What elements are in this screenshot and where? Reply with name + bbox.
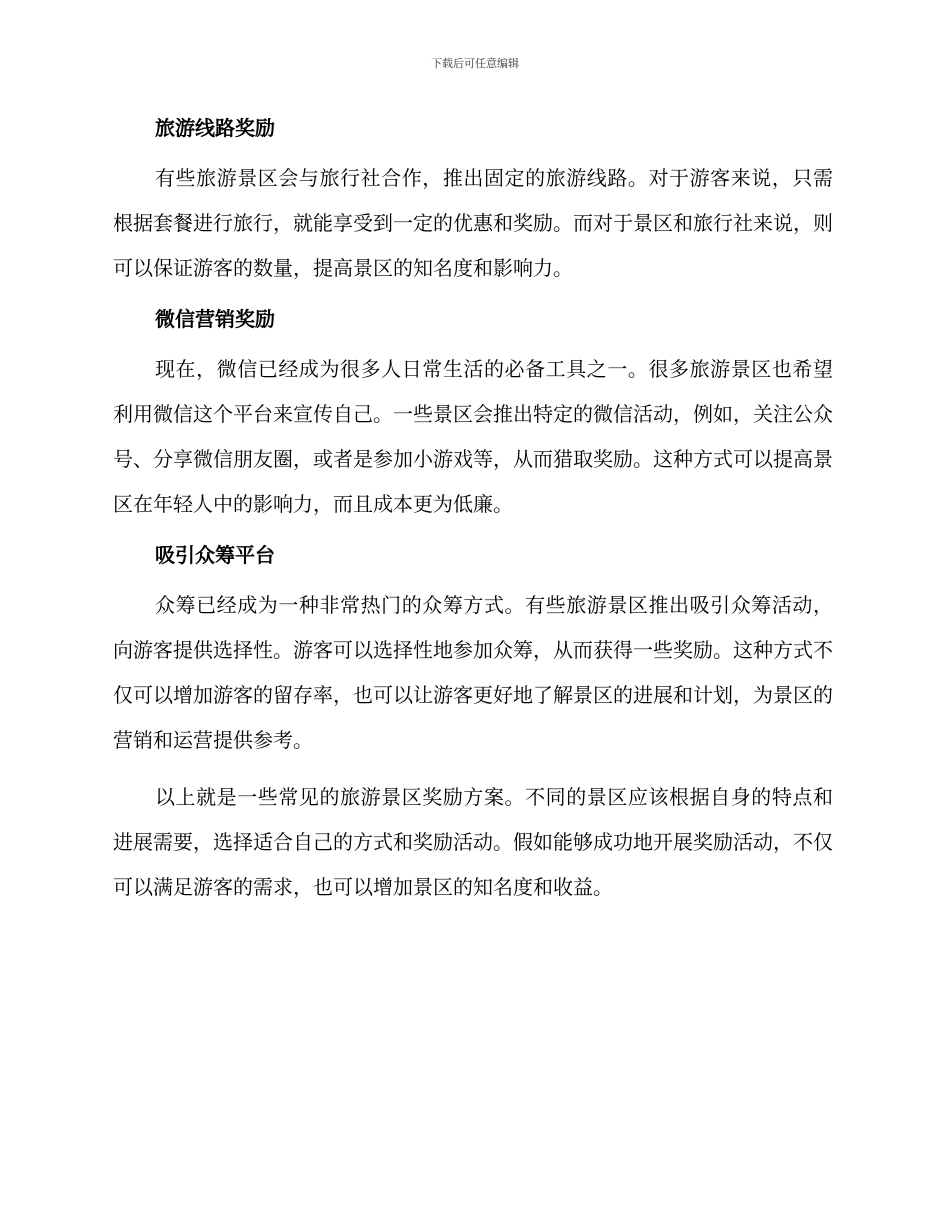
header-note: 下载后可任意编辑 [431, 57, 519, 70]
paragraph-wechat-marketing: 现在，微信已经成为很多人日常生活的必备工具之一。很多旅游景区也希望利用微信这个平台来宣传自己。一些景区会推出特定的微信活动，例如，关注公众号、分享微信朋友圈，或者是参加小游戏等，从而猎取奖励。这种方式可以提高景区在年轻人中的影响力，而且成本更为低廉。 [113, 357, 833, 516]
document-body [113, 112, 833, 922]
paragraph-tour-routes: 有些旅游景区会与旅行社合作，推出固定的旅游线路。对于游客来说，只需根据套餐进行旅行，就能享受到一定的优惠和奖励。而对于景区和旅行社来说，则可以保证游客的数量，提高景区的知名度和影响力。 [113, 166, 833, 280]
section-heading-tour-routes: 旅游线路奖励 [155, 116, 275, 140]
section-heading-wechat-marketing: 微信营销奖励 [155, 307, 275, 331]
paragraph-conclusion: 以上就是一些常见的旅游景区奖励方案。不同的景区应该根据自身的特点和进展需要，选择适合自己的方式和奖励活动。假如能够成功地开展奖励活动，不仅可以满足游客的需求，也可以增加景区的知名度和收益。 [113, 785, 833, 899]
section-heading-crowdfunding: 吸引众筹平台 [155, 543, 275, 567]
paragraph-crowdfunding: 众筹已经成为一种非常热门的众筹方式。有些旅游景区推出吸引众筹活动，向游客提供选择性。游客可以选择性地参加众筹，从而获得一些奖励。这种方式不仅可以增加游客的留存率，也可以让游客更好地了解景区的进展和计划，为景区的营销和运营提供参考。 [113, 593, 833, 752]
